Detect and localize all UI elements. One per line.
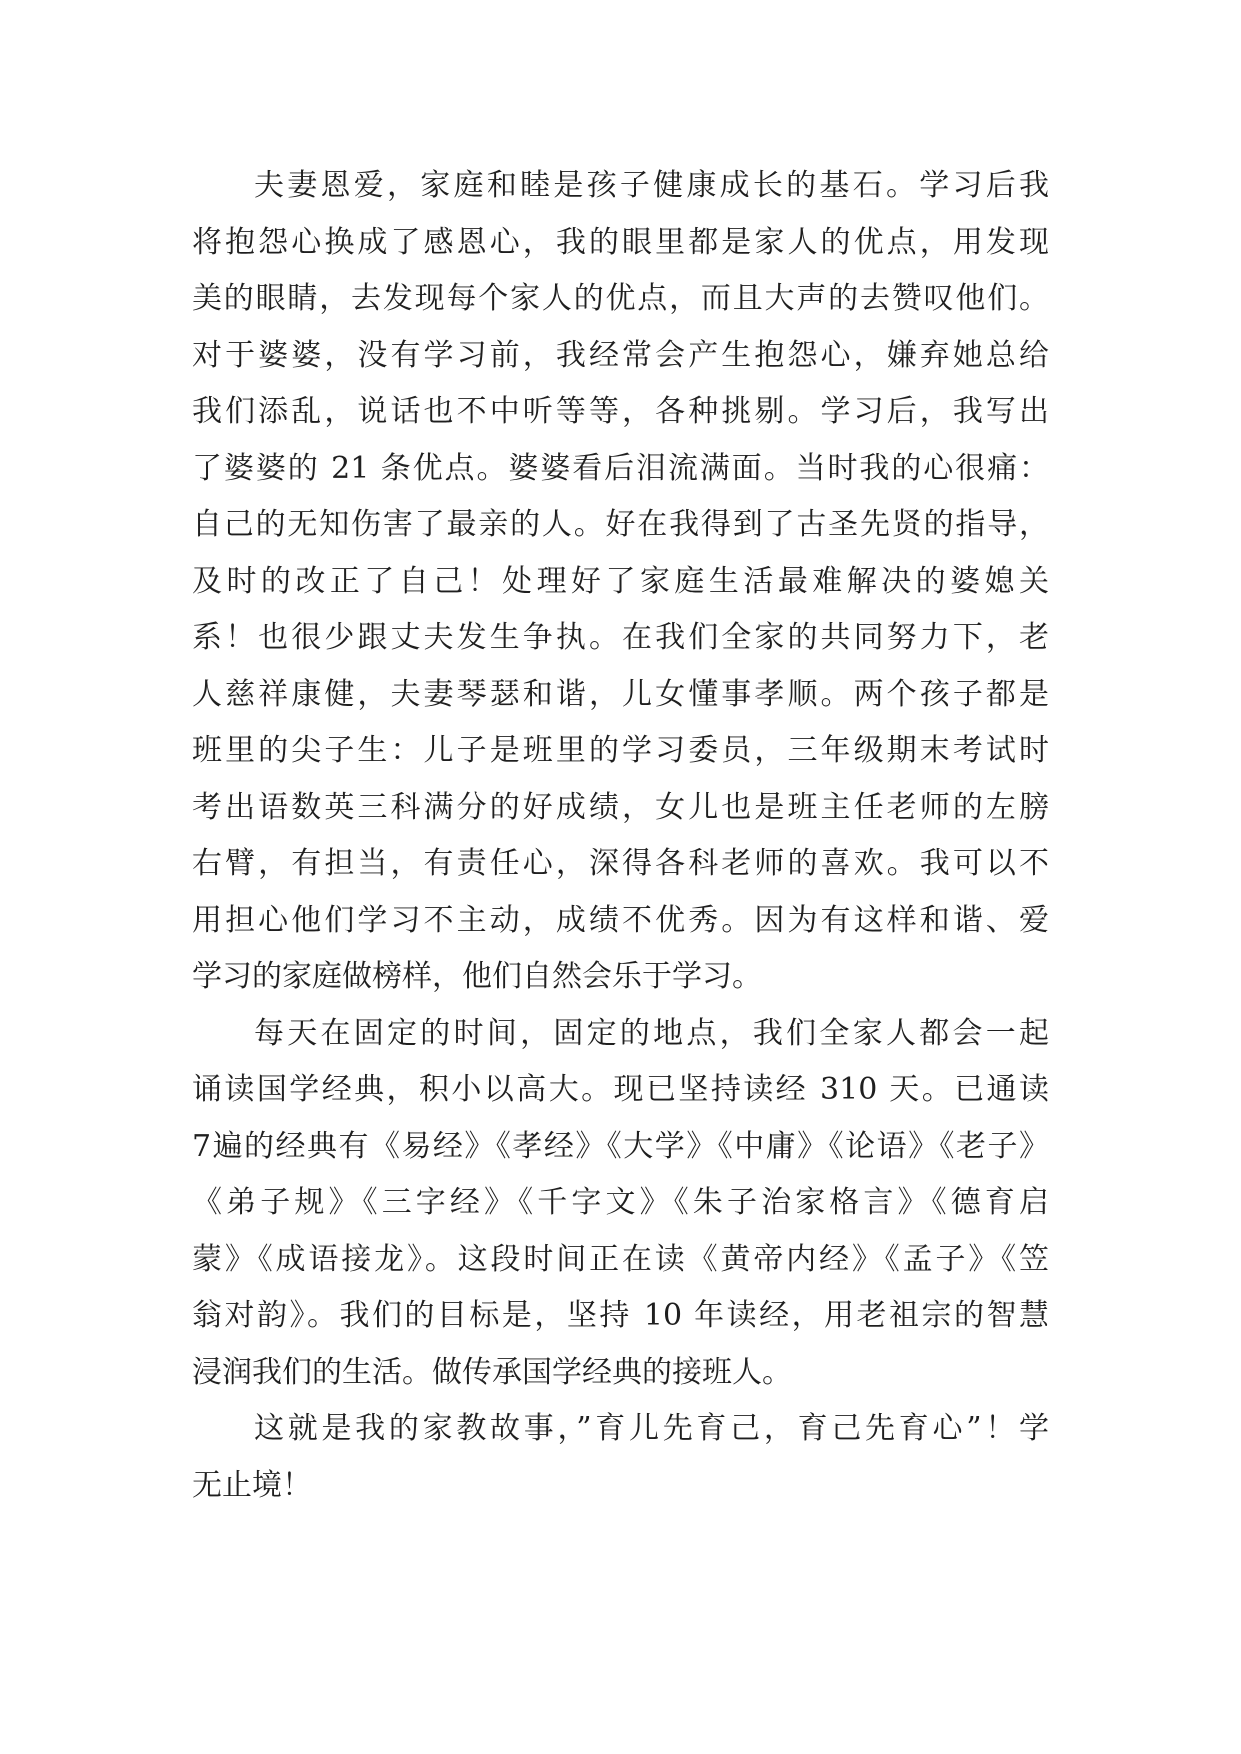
text-line: 无止境！ [192,1467,312,1503]
text-line: 人慈祥康健，夫妻琴瑟和谐，儿女懂事孝顺。两个孩子都是 [192,676,1049,712]
paragraph-conclusion [192,1401,1049,1514]
text-line: 浸润我们的生活。做传承国学经典的接班人。 [192,1354,792,1390]
text-line: 及时的改正了自己！处理好了家庭生活最难解决的婆媳关 [192,563,1049,599]
text-line: 用担心他们学习不主动，成绩不优秀。因为有这样和谐、爱 [192,902,1049,938]
text-line: 班里的尖子生：儿子是班里的学习委员，三年级期末考试时 [192,733,1049,768]
text-line: 我们添乱，说话也不中听等等，各种挑剔。学习后，我写出 [192,394,1049,429]
text-line: 学习的家庭做榜样，他们自然会乐于学习。 [192,959,762,994]
paragraph-family-harmony [192,158,1049,1006]
text-line: 夫妻恩爱，家庭和睦是孩子健康成长的基石。学习后我 [254,168,1049,203]
text-line: 7遍的经典有《易经》《孝经》《大学》《中庸》《论语》《老子》 [192,1128,1049,1164]
text-line: 对于婆婆，没有学习前，我经常会产生抱怨心，嫌弃她总给 [192,337,1049,373]
text-line: 系！也很少跟丈夫发生争执。在我们全家的共同努力下，老 [192,620,1049,655]
text-line: 《弟子规》《三字经》《千字文》《朱子治家格言》《德育启 [192,1185,1049,1220]
text-line: 每天在固定的时间，固定的地点，我们全家人都会一起 [254,1015,1049,1051]
document-body [192,158,1049,1514]
text-line: 这就是我的家教故事，”育儿先育己，育己先育心”！学 [254,1411,1049,1446]
text-line: 诵读国学经典，积小以高大。现已坚持读经 310 天。已通读 [192,1072,1049,1107]
text-line: 右臂，有担当，有责任心，深得各科老师的喜欢。我可以不 [192,846,1049,881]
text-line: 将抱怨心换成了感恩心，我的眼里都是家人的优点，用发现 [192,224,1049,260]
text-line: 了婆婆的 21 条优点。婆婆看后泪流满面。当时我的心很痛： [192,450,1049,486]
text-line: 考出语数英三科满分的好成绩，女儿也是班主任老师的左膀 [192,789,1049,825]
text-line: 翁对韵》。我们的目标是，坚持 10 年读经，用老祖宗的智慧 [192,1298,1049,1333]
paragraph-classics-reading [192,1006,1049,1402]
text-line: 美的眼睛，去发现每个家人的优点，而且大声的去赞叹他们。 [192,281,1049,316]
text-line: 自己的无知伤害了最亲的人。好在我得到了古圣先贤的指导， [192,507,1049,542]
text-line: 蒙》《成语接龙》。这段时间正在读《黄帝内经》《孟子》《笠 [192,1241,1049,1277]
